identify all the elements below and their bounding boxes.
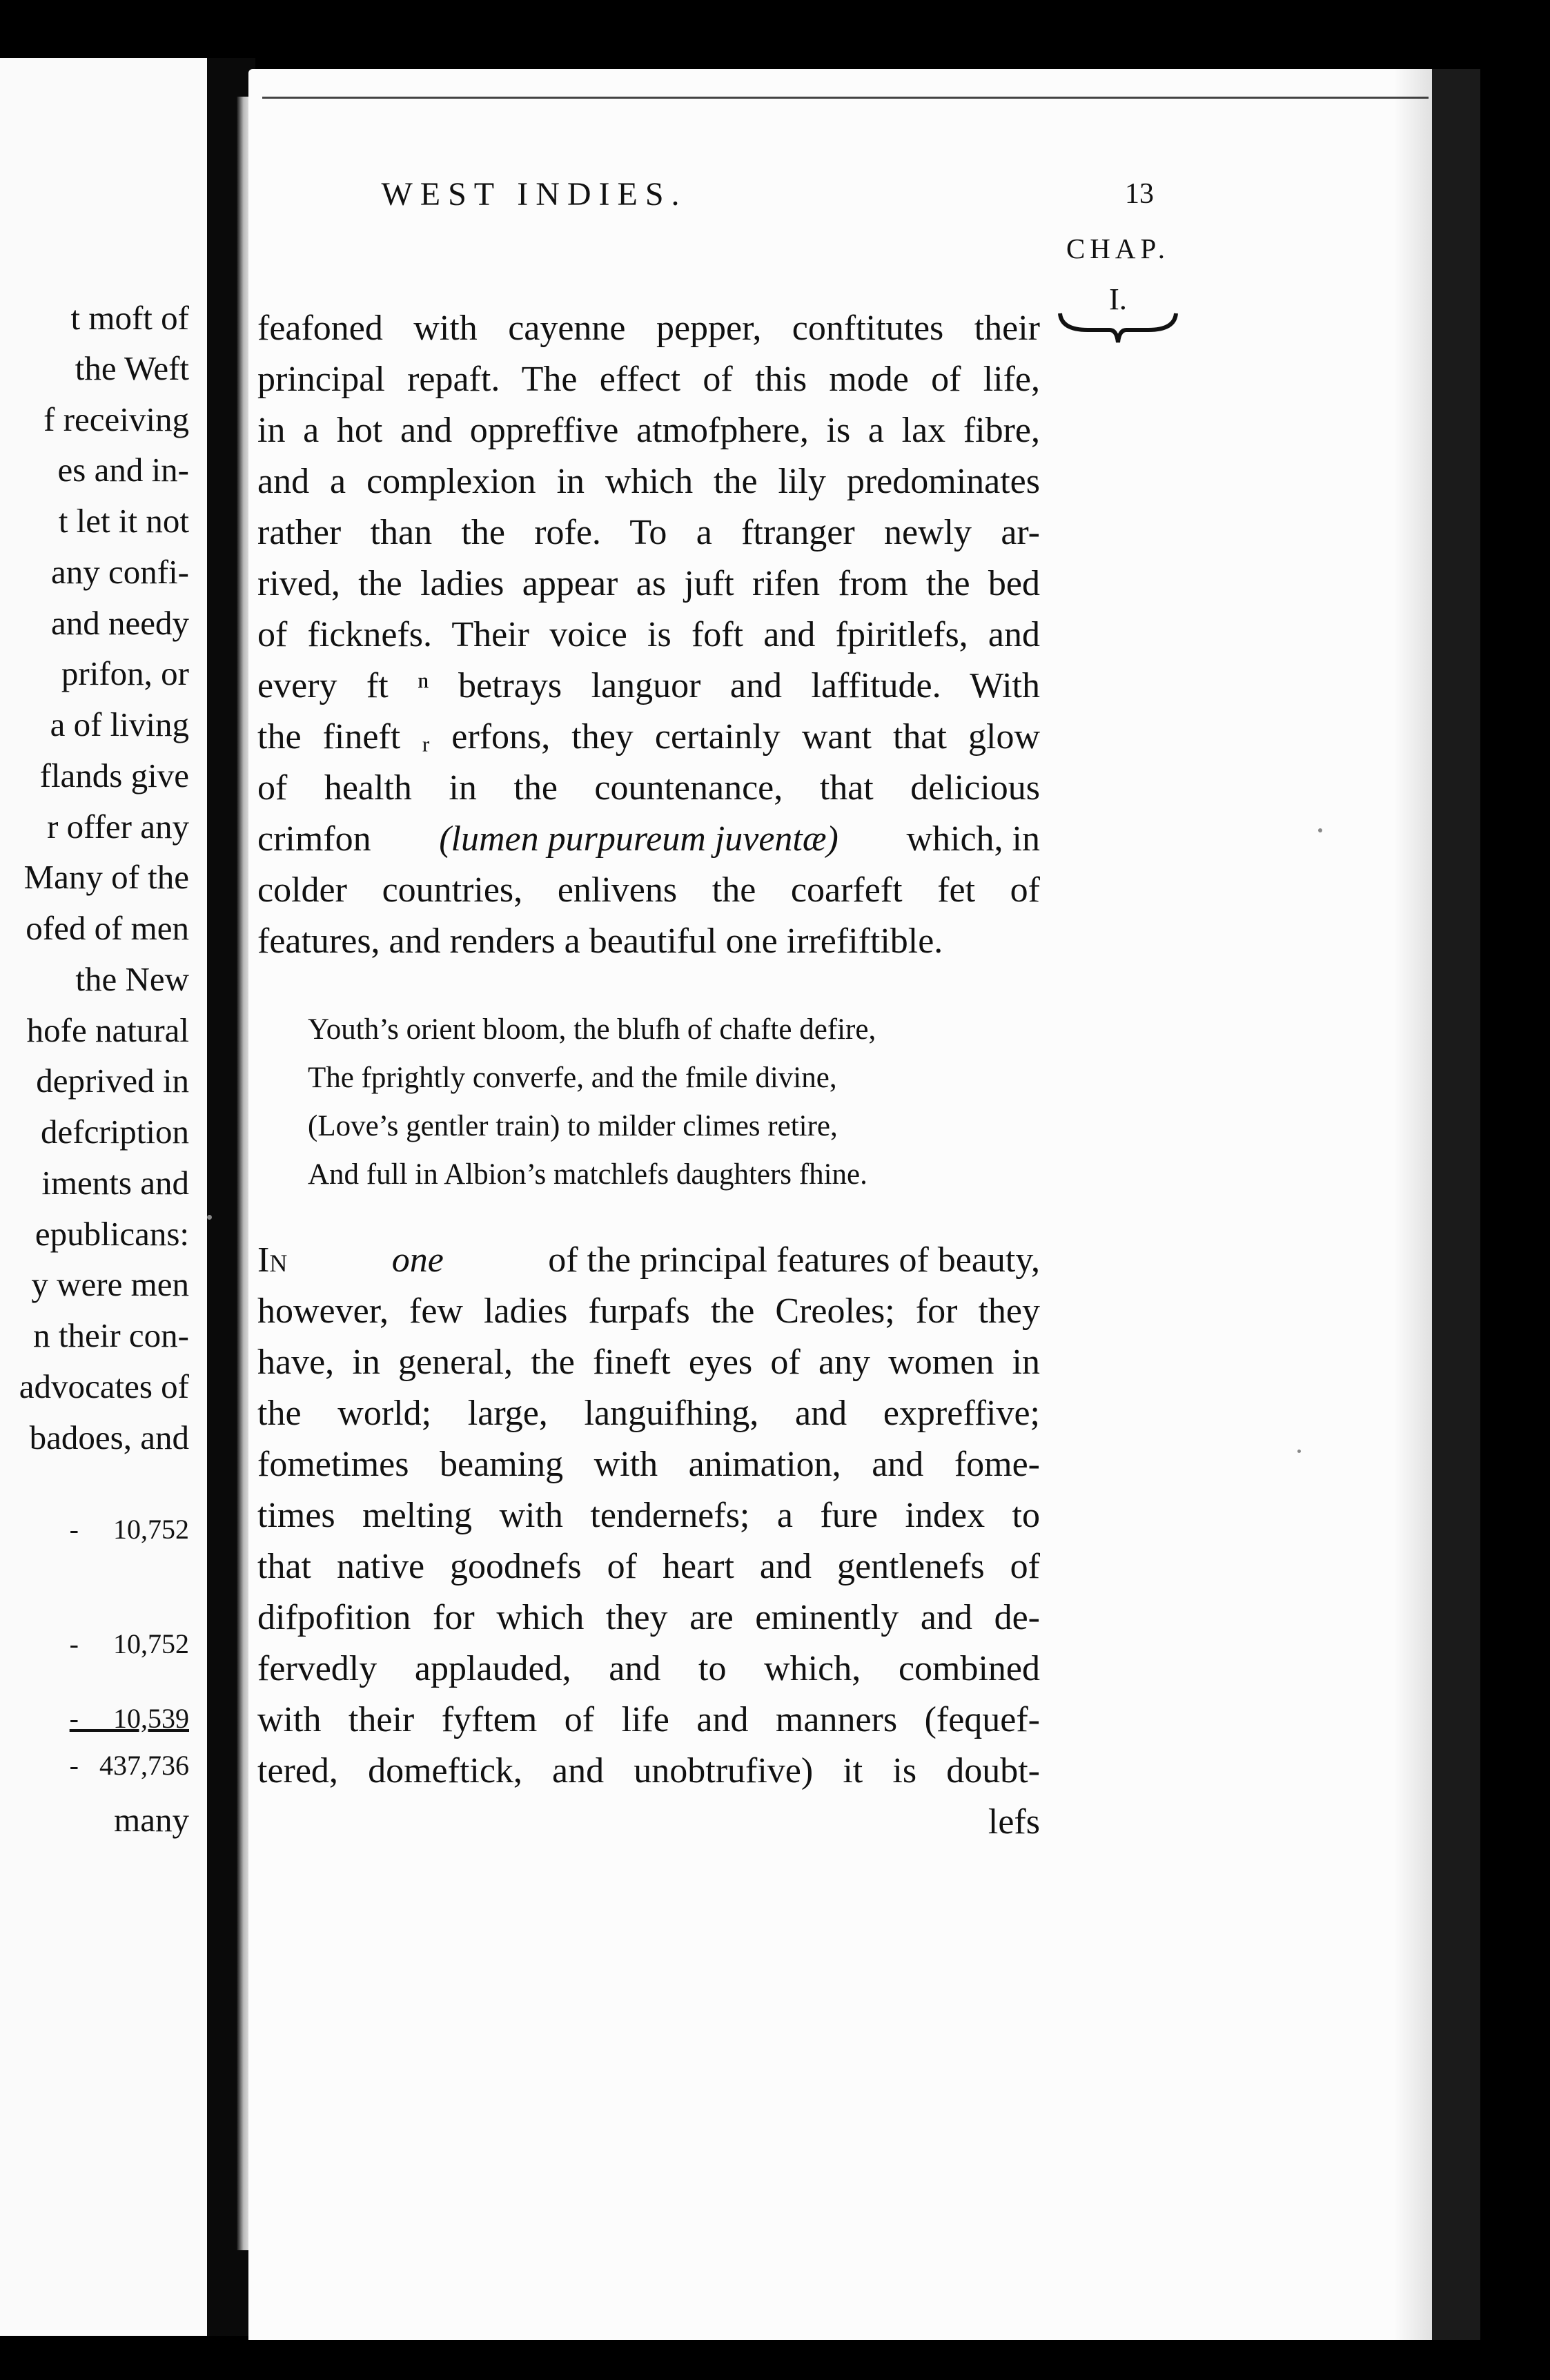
left-page-line: t let it not — [58, 502, 189, 540]
left-page-line: advocates of — [19, 1367, 189, 1405]
verse-line: And full in Albion’s matchlefs daughters fhine. — [308, 1158, 867, 1191]
text-segment: which, in — [906, 819, 1040, 859]
left-page-fragment — [0, 58, 207, 2336]
text-line: tered, domeftick, and unobtrufive) it is doubt- — [257, 1751, 1040, 1791]
left-page-line: the Weft — [75, 349, 189, 387]
text-line: the fineft ᵣ erfons, they certainly want that glow — [257, 717, 1040, 757]
left-page-line: r offer any — [47, 808, 189, 846]
left-page-line: Many of the — [23, 858, 189, 896]
latin-quotation: (lumen purpureum juventæ) — [439, 819, 838, 859]
left-page-line: prifon, or — [61, 654, 189, 692]
text-line: that native goodnefs of heart and gentlenefs of — [257, 1547, 1040, 1586]
left-page-line: hofe natural — [26, 1011, 189, 1049]
text-line: times melting with tendernefs; a fure index to — [257, 1496, 1040, 1535]
left-page-line: y were men — [31, 1265, 189, 1303]
page-top-edge — [262, 97, 1429, 99]
text-line: the world; large, languifhing, and expreffive; — [257, 1394, 1040, 1433]
book-fore-edge — [1432, 69, 1480, 2340]
page-shadow — [1394, 69, 1435, 2340]
left-page-figure: - 10,752 — [69, 1514, 189, 1545]
chapter-label: CHAP. — [1066, 233, 1170, 264]
paper-speck — [207, 1215, 212, 1220]
left-page-line: any confi- — [51, 553, 189, 591]
text-line: with their fyftem of life and manners (fequef- — [257, 1700, 1040, 1739]
left-page-line: deprived in — [36, 1062, 189, 1100]
left-page-line: badoes, and — [29, 1418, 189, 1456]
text-segment: of the principal features of beauty, — [548, 1240, 1040, 1280]
text-line: difpofition for which they are eminently and de- — [257, 1598, 1040, 1637]
paper-speck — [1297, 1450, 1301, 1453]
chapter-number: I. — [1109, 282, 1127, 316]
text-line: have, in general, the fineft eyes of any women in — [257, 1343, 1040, 1382]
right-page — [248, 69, 1435, 2340]
text-line: of ficknefs. Their voice is foft and fpiritlefs, and — [257, 615, 1040, 654]
catchword: lefs — [988, 1802, 1040, 1842]
text-line: however, few ladies furpafs the Creoles; for they — [257, 1291, 1040, 1331]
verse-line: (Love’s gentler train) to milder climes retire, — [308, 1110, 838, 1142]
chapter-brace-icon — [1057, 308, 1179, 349]
left-page-line: epublicans: — [35, 1215, 189, 1253]
verse-line: Youth’s orient bloom, the blufh of chafte defire, — [308, 1013, 876, 1046]
page-number: 13 — [1125, 178, 1154, 210]
left-page-line: f receiving — [43, 400, 189, 438]
left-page-line: the New — [75, 960, 189, 998]
left-page-line: defcription — [41, 1113, 189, 1151]
left-page-catchword: many — [114, 1801, 189, 1839]
left-page-line: and needy — [51, 604, 189, 642]
text-line: rived, the ladies appear as juft rifen from the bed — [257, 564, 1040, 603]
text-line: feafoned with cayenne pepper, conftitutes their — [257, 309, 1040, 348]
paper-speck — [1318, 828, 1322, 832]
text-line: every ft ⁿ betrays languor and laffitude. With — [257, 666, 1040, 705]
left-page-figure: - 10,752 — [69, 1628, 189, 1659]
left-page-line: ofed of men — [26, 909, 189, 947]
verse-line: The fprightly converfe, and the fmile divine, — [308, 1062, 837, 1094]
italic-word: one — [391, 1240, 444, 1280]
left-page-figure: - 10,539 — [69, 1703, 189, 1734]
text-line: rather than the rofe. To a ftranger newly ar- — [257, 513, 1040, 552]
text-line: principal repaft. The effect of this mode of life, — [257, 360, 1040, 399]
left-page-figure: - 437,736 — [69, 1750, 189, 1781]
text-line: in a hot and oppreffive atmofphere, is a lax fibre, — [257, 411, 1040, 450]
text-line-latin — [257, 821, 1040, 857]
text-line: of health in the countenance, that delicious — [257, 768, 1040, 808]
left-page-line: iments and — [41, 1164, 189, 1202]
paragraph-initial: In — [257, 1240, 288, 1280]
left-page-line: es and in- — [57, 451, 189, 489]
left-page-line: flands give — [39, 757, 189, 794]
left-page-line: a of living — [50, 705, 189, 743]
left-page-line: n their con- — [33, 1316, 189, 1354]
text-line: and a complexion in which the lily predominates — [257, 462, 1040, 501]
running-title: WEST INDIES. — [381, 176, 687, 213]
text-segment: crimfon — [257, 819, 371, 859]
text-line: colder countries, enlivens the coarfeft fet of — [257, 870, 1040, 910]
text-line: features, and renders a beautiful one irrefiftible. — [257, 921, 943, 961]
text-line-opening — [257, 1242, 1040, 1278]
text-line: fometimes beaming with animation, and fome- — [257, 1445, 1040, 1484]
text-line: fervedly applauded, and to which, combined — [257, 1649, 1040, 1688]
left-page-line: t moft of — [70, 299, 189, 337]
